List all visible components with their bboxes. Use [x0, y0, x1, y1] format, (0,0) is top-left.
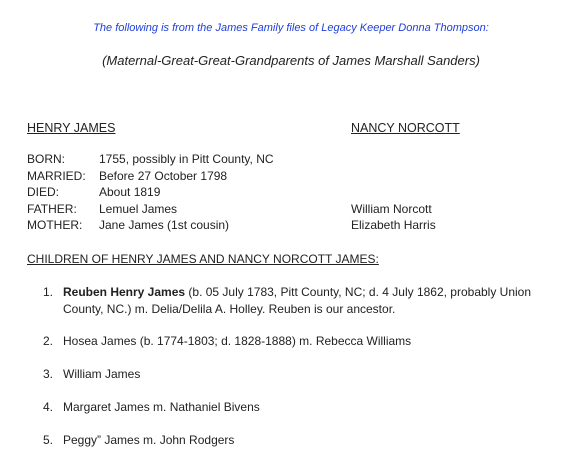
- fact-label: MARRIED:: [27, 168, 86, 183]
- list-item-number: 4.: [43, 400, 54, 414]
- fact-row-mother: [27, 217, 567, 234]
- list-item: [27, 366, 557, 383]
- list-item-text: [63, 366, 557, 383]
- list-item-number: 2.: [43, 334, 54, 348]
- fact-row-father: [27, 201, 567, 218]
- fact-value-wife: William Norcott: [351, 201, 432, 216]
- child-detail: William James: [63, 367, 141, 381]
- fact-row-died: [27, 184, 567, 201]
- husband-heading: HENRY JAMES: [27, 121, 116, 135]
- child-detail: Hosea James (b. 1774-1803; d. 1828-1888) m. Rebecca Williams: [63, 334, 412, 348]
- fact-label: DIED:: [27, 185, 60, 200]
- fact-label: FATHER:: [27, 201, 77, 216]
- fact-row-married: [27, 168, 567, 185]
- fact-value-husband: 1755, possibly in Pitt County, NC: [99, 152, 274, 166]
- child-detail: Peggy” James m. John Rodgers: [63, 433, 235, 447]
- list-item-text: [63, 284, 557, 317]
- fact-value-husband: Lemuel James: [99, 201, 178, 216]
- facts-table: [27, 151, 567, 234]
- fact-label: MOTHER:: [27, 218, 83, 233]
- list-item: [27, 284, 557, 317]
- source-line: The following is from the James Family files of Legacy Keeper Donna Thompson:: [93, 22, 489, 34]
- child-detail: (b. 05 July 1783, Pitt County, NC; d. 4 July 1862, probably Union County, NC.) m. Delia/Delila A. Holley. Reuben is our ancestor.: [63, 285, 532, 316]
- list-item-text: [63, 432, 557, 449]
- list-item-number: 5.: [43, 433, 54, 447]
- list-item: [27, 333, 557, 350]
- list-item-text: [63, 333, 557, 350]
- children-heading: CHILDREN OF HENRY JAMES AND NANCY NORCOTT JAMES:: [27, 252, 379, 266]
- child-name: Reuben Henry James: [63, 285, 186, 299]
- wife-heading: NANCY NORCOTT: [351, 121, 460, 135]
- list-item-number: 3.: [43, 367, 54, 381]
- list-item-number: 1.: [43, 285, 54, 299]
- fact-row-born: [27, 151, 567, 168]
- list-item-text: [63, 399, 557, 416]
- list-item: [27, 399, 557, 416]
- child-detail: Margaret James m. Nathaniel Bivens: [63, 400, 260, 414]
- fact-value-husband: Before 27 October 1798: [99, 168, 228, 183]
- fact-value-husband: About 1819: [99, 185, 161, 200]
- fact-label: BORN:: [27, 152, 66, 166]
- subtitle: (Maternal-Great-Great-Grandparents of James Marshall Sanders): [102, 53, 480, 68]
- fact-value-wife: Elizabeth Harris: [351, 218, 436, 233]
- fact-value-husband: Jane James (1st cousin): [99, 218, 230, 233]
- list-item: [27, 432, 557, 449]
